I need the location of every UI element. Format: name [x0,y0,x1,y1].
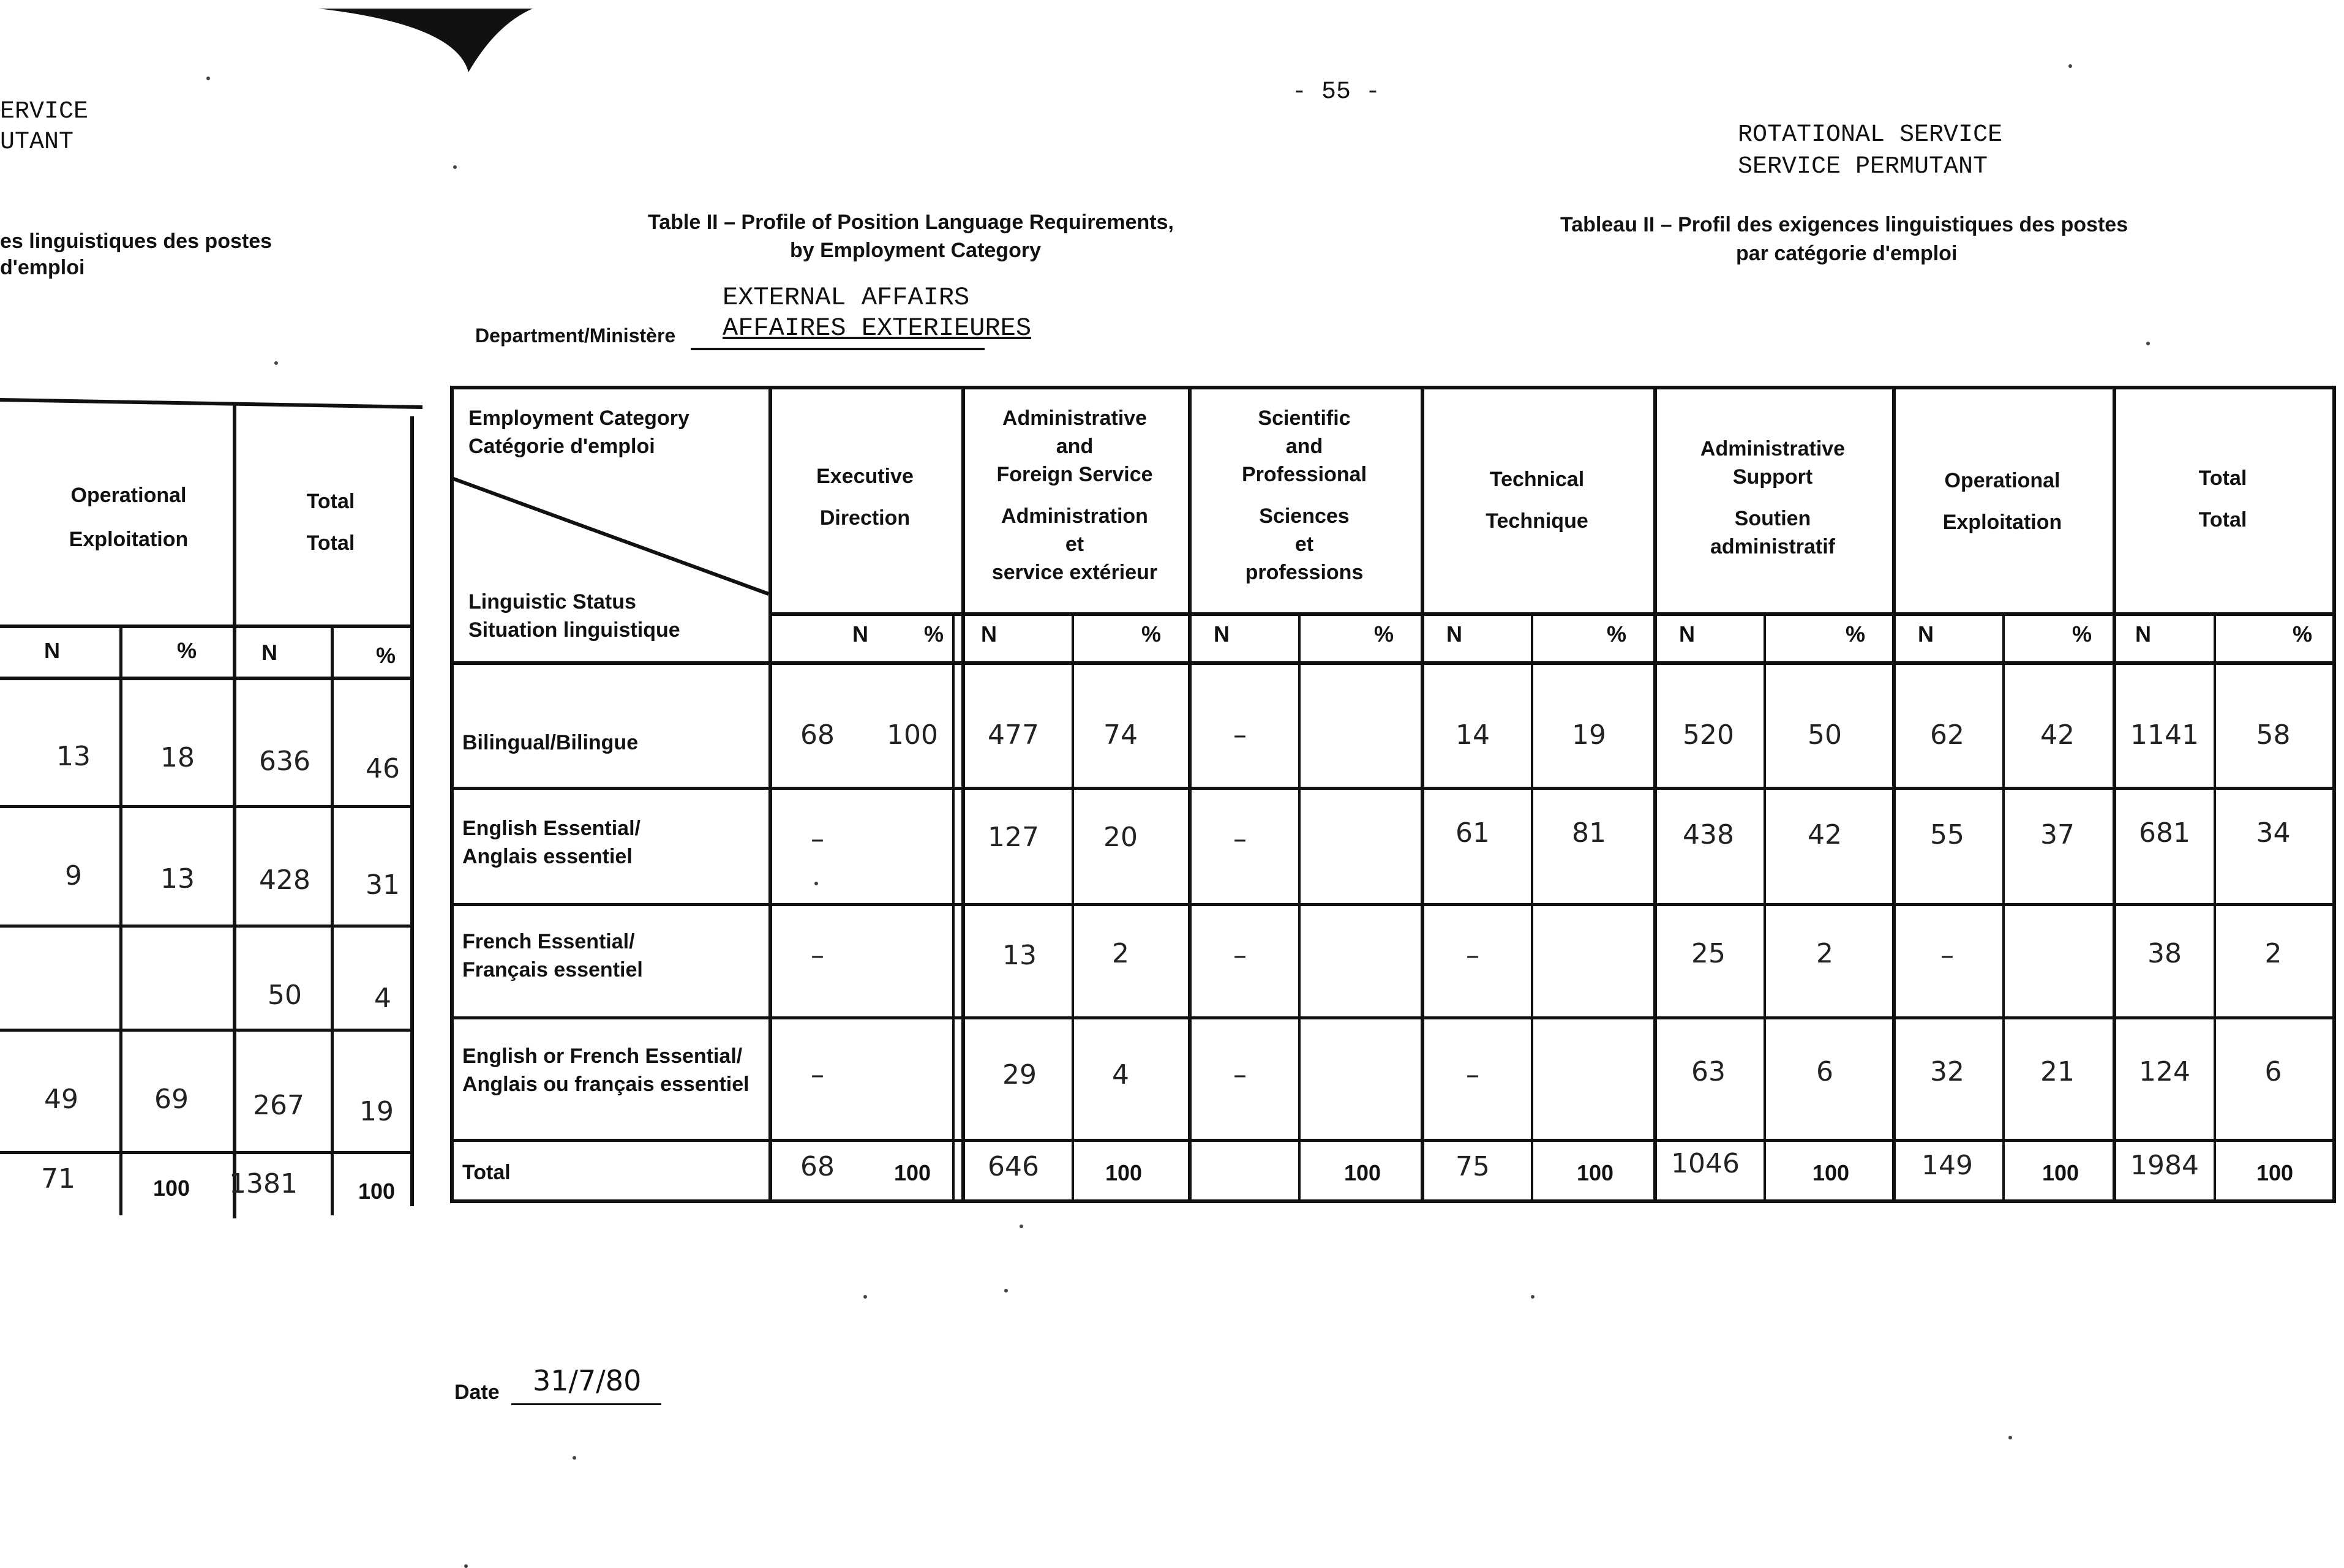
table-cell: 68 [800,1151,835,1182]
table-cell: 63 [1691,1056,1726,1087]
table-cell: 2 [2264,938,2282,969]
table-cell: – [1940,940,1954,971]
table-cell: 74 [1103,719,1138,751]
table-cell: 14 [1456,719,1490,751]
category-label-en: Scientific [1258,407,1351,430]
table-cell: 81 [1572,817,1606,849]
table-cell: 100 [1105,1160,1143,1185]
subheader-percent: % [1141,621,1161,647]
subheader-n: N [1918,621,1934,647]
left-col-operational-fr: Exploitation [69,528,189,551]
category-label-fr: Soutien [1734,507,1811,530]
corner-employment-category: Employment Category [468,407,689,430]
left-col-total-fr: Total [306,531,355,555]
category-header-admin-support [1653,435,1892,561]
scan-speck [573,1456,576,1460]
table-cell: 2 [1112,938,1129,969]
table-cell: 100 [1812,1160,1850,1185]
subheader-n: N [981,621,997,647]
table-cell: 37 [2040,819,2075,850]
table-cell: 6 [1816,1056,1833,1087]
subheader-n: N [1214,621,1230,647]
row-label-line: English Essential/ [462,817,640,840]
category-label-en: and [1056,435,1094,458]
left-cell: 13 [160,863,195,895]
subheader-percent: % [1606,621,1626,647]
left-cell: 4 [374,983,391,1014]
table-cell: 520 [1683,719,1734,751]
subheader-n: N [2135,621,2151,647]
table-cell: 477 [988,719,1039,751]
table-cell: 646 [988,1151,1039,1182]
table-cell: 438 [1683,819,1734,850]
left-header-line1: ERVICE [0,98,89,126]
table-cell: – [811,940,824,971]
left-subheader: % [176,638,197,663]
left-cell: 636 [259,746,310,777]
left-partial-table [0,398,423,1218]
table-cell: 25 [1691,938,1726,969]
category-label-en: Support [1732,465,1813,489]
subheader-percent: % [2292,621,2312,647]
scan-artifact [318,0,539,80]
table-title-fr-line2: par catégorie d'emploi [1736,242,1958,265]
table-cell: 42 [2040,719,2075,751]
table-cell: 127 [988,822,1039,853]
left-cell: 46 [366,753,400,784]
language-requirements-table [450,386,2336,1203]
table-cell: 6 [2264,1056,2282,1087]
category-label-fr: Total [2198,508,2247,531]
scan-speck [206,77,210,80]
date-underline [511,1403,661,1405]
category-label-fr: et [1065,533,1084,556]
scan-speck [1531,1295,1534,1299]
table-cell: 124 [2139,1056,2190,1087]
table-cell: 55 [1930,819,1964,850]
category-label-fr: Administration [1001,505,1148,528]
row-label-french-essential [462,928,643,984]
category-header-administrative-foreign [961,404,1188,587]
table-cell: 100 [887,719,938,751]
subheader-n: N [852,621,868,647]
category-label-fr: Technique [1486,509,1588,533]
table-cell: 100 [1576,1160,1614,1185]
category-label-fr: professions [1245,561,1364,584]
table-cell: 13 [1002,940,1037,971]
category-header-total [2113,464,2333,534]
date-value: 31/7/80 [533,1364,642,1397]
table-cell: – [811,823,824,855]
table-cell: – [1233,823,1247,855]
table-cell: 29 [1002,1059,1037,1090]
category-label-fr: et [1294,533,1314,556]
table-cell: 68 [800,719,835,751]
category-label-fr: Exploitation [1942,511,2062,534]
scan-speck [2146,342,2150,345]
table-cell: 681 [2139,817,2190,849]
row-label-line: English or French Essential/ [462,1045,743,1068]
table-cell: 100 [1343,1160,1381,1185]
date-label: Date [454,1381,500,1404]
left-subheader: % [375,643,396,668]
left-header-line2: UTANT [0,129,74,156]
table-cell: 100 [2042,1160,2079,1185]
row-label-line: Total [462,1161,511,1184]
table-title-en-line1: Table II – Profile of Position Language Requirements, [648,211,1174,234]
row-label-english-essential [462,814,640,871]
table-title-en-line2: by Employment Category [790,239,1041,262]
page-number: - 55 - [1292,78,1381,106]
subheader-percent: % [1373,621,1394,647]
subheader-percent: % [923,621,944,647]
table-cell: – [1466,1059,1479,1090]
row-label-bilingual [462,729,638,757]
table-cell: 19 [1572,719,1606,751]
corner-linguistic-status: Linguistic Status [468,590,636,613]
scan-speck [464,1564,468,1568]
table-cell: 1046 [1671,1148,1740,1179]
department-label: Department/Ministère [475,324,676,347]
category-label-en: and [1285,435,1323,458]
left-caption-line1: es linguistiques des postes [0,230,272,253]
left-cell: 69 [154,1084,189,1115]
department-name-en: EXTERNAL AFFAIRS [723,283,970,312]
scan-speck [2008,1436,2012,1439]
category-label-fr: Direction [819,506,911,530]
category-label-fr: service extérieur [991,561,1158,584]
scan-speck [1020,1225,1023,1228]
department-name-fr: AFFAIRES EXTERIEURES [723,313,1032,343]
category-label-en: Professional [1241,463,1367,486]
left-cell: 50 [268,980,302,1011]
subheader-n: N [1679,621,1695,647]
service-title-en: ROTATIONAL SERVICE [1738,121,2003,149]
service-title-fr: SERVICE PERMUTANT [1738,153,1988,181]
table-cell: – [1233,1059,1247,1090]
table-cell: 2 [1816,938,1833,969]
subheader-percent: % [2072,621,2092,647]
row-label-line: Anglais ou français essentiel [462,1073,749,1096]
table-cell: – [1466,940,1479,971]
category-label-en: Foreign Service [996,463,1153,486]
table-cell: – [1233,940,1247,971]
table-cell: 32 [1930,1056,1964,1087]
subheader-percent: % [1845,621,1865,647]
corner-categorie-emploi: Catégorie d'emploi [468,435,655,458]
left-cell: 71 [41,1163,75,1195]
table-cell: 42 [1808,819,1842,850]
row-label-english-or-french [462,1042,749,1098]
table-cell: – [1233,719,1247,751]
scan-speck [2068,64,2072,68]
table-cell: 20 [1103,822,1138,853]
table-cell: 21 [2040,1056,2075,1087]
table-cell: 4 [1112,1059,1129,1090]
category-label-en: Operational [1944,469,2060,492]
row-label-total [462,1158,511,1187]
scan-speck [274,361,278,365]
left-cell: 100 [152,1176,190,1201]
category-label-en: Administrative [1700,437,1846,460]
category-label-fr: Sciences [1259,505,1350,528]
table-cell: 100 [893,1160,931,1185]
table-cell: 58 [2256,719,2291,751]
table-cell: 1141 [2130,719,2199,751]
category-label-en: Executive [816,465,914,488]
subheader-n: N [1446,621,1462,647]
table-cell: 62 [1930,719,1964,751]
category-header-scientific [1188,404,1421,587]
row-label-line: Anglais essentiel [462,845,633,868]
left-cell: 267 [253,1090,304,1121]
table-cell: 34 [2256,817,2291,849]
category-header-technical [1421,465,1653,535]
left-col-total: Total [306,490,355,513]
left-cell: 9 [65,860,82,891]
table-cell: 100 [2256,1160,2294,1185]
left-cell: 49 [44,1084,78,1115]
table-cell: 149 [1921,1150,1973,1181]
left-cell: 18 [160,742,195,773]
scan-speck [863,1295,867,1299]
corner-situation-linguistique: Situation linguistique [468,618,680,642]
category-label-en: Total [2198,467,2247,490]
table-cell: 1984 [2130,1150,2199,1181]
table-cell: 61 [1456,817,1490,849]
left-cell: 100 [358,1179,396,1204]
left-cell: 19 [359,1096,394,1127]
table-cell: 38 [2147,938,2182,969]
table-cell: – [811,1059,824,1090]
category-label-en: Administrative [1002,407,1148,430]
table-title-fr-line1: Tableau II – Profil des exigences linguistiques des postes [1560,213,2128,236]
left-col-operational: Operational [70,484,187,507]
row-label-line: Français essentiel [462,958,643,981]
row-label-line: French Essential/ [462,930,635,953]
table-cell: 50 [1808,719,1842,751]
table-cell: 75 [1456,1151,1490,1182]
scan-speck [814,882,818,885]
department-underline [691,348,985,350]
scan-speck [453,165,457,169]
left-cell: 1381 [229,1168,298,1199]
category-label-fr: administratif [1710,535,1836,558]
left-caption-line2: d'emploi [0,256,85,279]
left-cell: 13 [56,741,91,772]
category-header-operational [1892,467,2113,536]
left-cell: 31 [366,869,400,901]
category-header-executive [768,462,961,532]
left-subheader: N [261,640,277,665]
left-cell: 428 [259,865,310,896]
category-label-en: Technical [1489,468,1585,491]
left-subheader: N [44,638,60,663]
scan-speck [1004,1289,1008,1292]
row-label-line: Bilingual/Bilingue [462,731,639,754]
